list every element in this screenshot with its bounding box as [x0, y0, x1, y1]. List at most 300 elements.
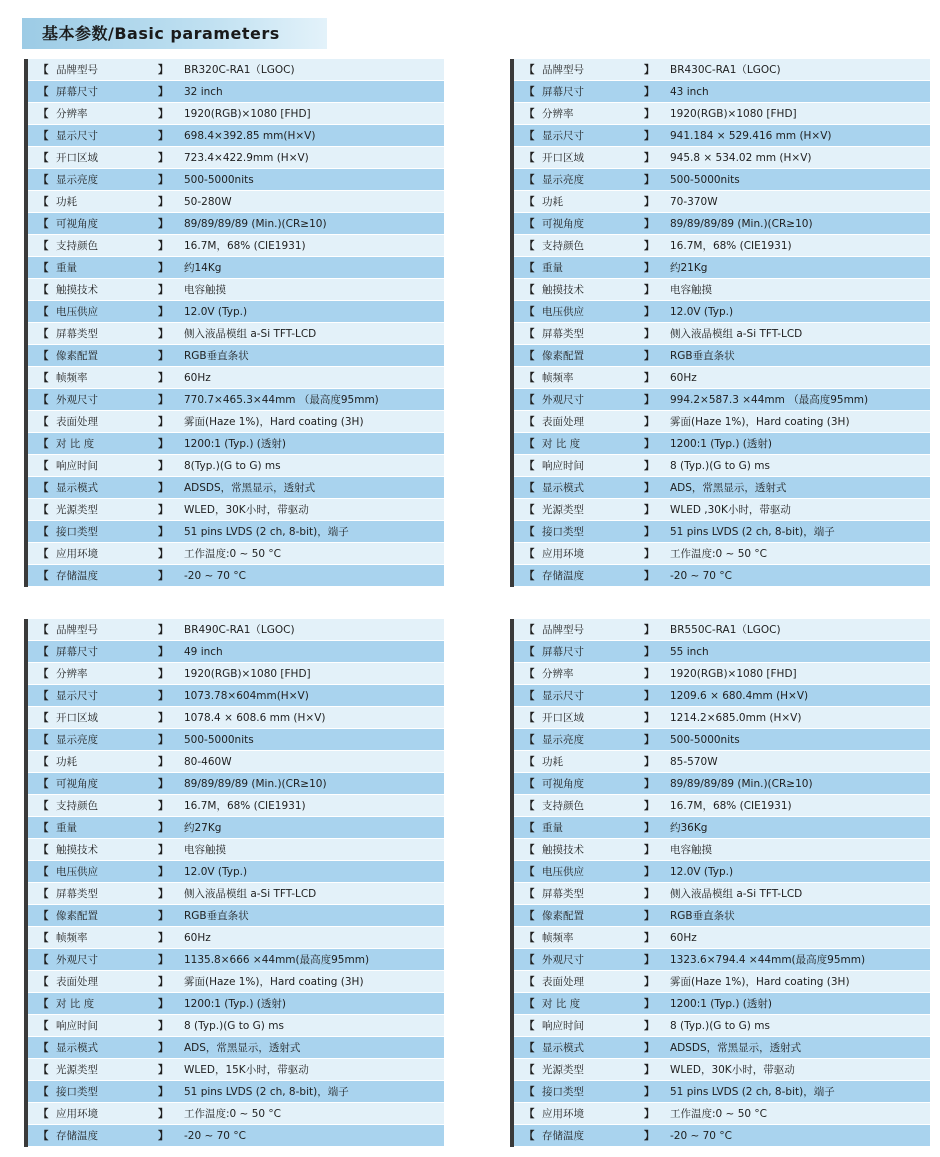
row-label: 存储温度: [542, 570, 584, 582]
bracket-open: 【: [38, 218, 49, 230]
bracket-close: 】: [158, 196, 169, 208]
bracket-open: 【: [524, 1086, 535, 1098]
table-row: [514, 345, 930, 367]
table-row: [514, 279, 930, 301]
row-label: 显示尺寸: [56, 130, 98, 142]
table-row: [514, 1037, 930, 1059]
table-row: [28, 861, 444, 883]
bracket-close: 】: [158, 108, 169, 120]
row-label: 支持颜色: [542, 800, 584, 812]
bracket-open: 【: [38, 64, 49, 76]
row-label: 分辨率: [56, 108, 88, 120]
bracket-close: 】: [644, 866, 655, 878]
row-value: 侧入液晶模组 a-Si TFT-LCD: [184, 328, 317, 340]
bracket-open: 【: [524, 624, 535, 636]
bracket-open: 【: [524, 526, 535, 538]
bracket-close: 】: [158, 1108, 169, 1120]
row-label: 屏幕尺寸: [542, 86, 584, 98]
row-label: 光源类型: [542, 1064, 584, 1076]
row-value: 8(Typ.)(G to G) ms: [184, 460, 281, 472]
row-value: RGB垂直条状: [184, 910, 249, 922]
bracket-open: 【: [38, 1042, 49, 1054]
bracket-open: 【: [38, 460, 49, 472]
bracket-close: 】: [158, 328, 169, 340]
bracket-close: 】: [644, 822, 655, 834]
row-value: 8 (Typ.)(G to G) ms: [670, 1020, 770, 1032]
section-title: 基本参数/Basic parameters: [42, 24, 280, 43]
table-row: [514, 795, 930, 817]
bracket-close: 】: [158, 284, 169, 296]
row-label: 触摸技术: [56, 284, 98, 296]
bracket-close: 】: [158, 218, 169, 230]
table-row: [514, 1081, 930, 1103]
bracket-close: 】: [644, 284, 655, 296]
bracket-close: 】: [644, 350, 655, 362]
table-row: [514, 949, 930, 971]
row-label: 显示模式: [542, 482, 584, 494]
table-row: [28, 817, 444, 839]
bracket-open: 【: [38, 756, 49, 768]
row-value: 945.8 × 534.02 mm (H×V): [670, 152, 812, 164]
row-label: 应用环境: [542, 548, 584, 560]
row-value: 500-5000nits: [184, 734, 254, 746]
row-label: 光源类型: [56, 504, 98, 516]
table-row: [28, 565, 444, 587]
bracket-close: 】: [158, 932, 169, 944]
table-row: [28, 367, 444, 389]
row-value: 51 pins LVDS (2 ch, 8-bit)，端子: [670, 1086, 835, 1098]
bracket-open: 【: [38, 778, 49, 790]
row-label: 帧频率: [56, 932, 88, 944]
bracket-close: 】: [644, 976, 655, 988]
row-label: 应用环境: [56, 548, 98, 560]
table-row: [28, 1059, 444, 1081]
row-value: 1920(RGB)×1080 [FHD]: [670, 668, 797, 680]
row-label: 支持颜色: [56, 240, 98, 252]
table-row: [28, 707, 444, 729]
row-value: WLED，15K小时，带驱动: [184, 1064, 309, 1076]
bracket-close: 】: [158, 482, 169, 494]
table-row: [28, 949, 444, 971]
row-value: 1200:1 (Typ.) (透射): [670, 998, 772, 1010]
bracket-close: 】: [644, 1064, 655, 1076]
table-row: [28, 433, 444, 455]
table-row: [514, 521, 930, 543]
row-value: 工作温度:0 ~ 50 °C: [184, 548, 281, 560]
table-row: [28, 59, 444, 81]
table-row: [28, 543, 444, 565]
bracket-close: 】: [158, 668, 169, 680]
row-label: 重量: [56, 262, 77, 274]
row-label: 响应时间: [56, 460, 98, 472]
row-label: 显示亮度: [542, 734, 584, 746]
row-value: 723.4×422.9mm (H×V): [184, 152, 309, 164]
bracket-open: 【: [524, 108, 535, 120]
bracket-open: 【: [524, 822, 535, 834]
bracket-close: 】: [644, 504, 655, 516]
table-row: [514, 389, 930, 411]
bracket-open: 【: [524, 1042, 535, 1054]
bracket-open: 【: [38, 328, 49, 340]
row-value: 500-5000nits: [670, 734, 740, 746]
table-row: [514, 81, 930, 103]
bracket-open: 【: [38, 800, 49, 812]
table-row: [28, 1037, 444, 1059]
table-row: [514, 367, 930, 389]
row-value: 85-570W: [670, 756, 718, 768]
row-value: BR320C-RA1（LGOC): [184, 64, 295, 76]
row-label: 可视角度: [542, 778, 584, 790]
table-row: [28, 619, 444, 641]
bracket-open: 【: [38, 932, 49, 944]
row-value: 约21Kg: [670, 262, 708, 274]
row-value: 70-370W: [670, 196, 718, 208]
table-row: [514, 323, 930, 345]
row-label: 对 比 度: [542, 438, 581, 450]
table-row: [514, 685, 930, 707]
bracket-open: 【: [38, 1020, 49, 1032]
bracket-open: 【: [38, 174, 49, 186]
bracket-close: 】: [158, 570, 169, 582]
bracket-open: 【: [38, 394, 49, 406]
bracket-open: 【: [38, 712, 49, 724]
bracket-open: 【: [524, 460, 535, 472]
table-row: [514, 1015, 930, 1037]
bracket-open: 【: [38, 646, 49, 658]
row-label: 可视角度: [56, 218, 98, 230]
bracket-open: 【: [524, 646, 535, 658]
bracket-close: 】: [644, 844, 655, 856]
table-row: [28, 729, 444, 751]
row-label: 开口区域: [542, 712, 584, 724]
bracket-open: 【: [524, 130, 535, 142]
bracket-open: 【: [38, 86, 49, 98]
bracket-close: 】: [644, 86, 655, 98]
row-label: 表面处理: [542, 976, 584, 988]
row-value: -20 ~ 70 °C: [670, 1130, 732, 1142]
bracket-close: 】: [158, 240, 169, 252]
row-label: 分辨率: [542, 108, 574, 120]
bracket-close: 】: [644, 306, 655, 318]
row-label: 显示亮度: [56, 734, 98, 746]
bracket-close: 】: [158, 1130, 169, 1142]
row-value: 500-5000nits: [184, 174, 254, 186]
bracket-close: 】: [644, 108, 655, 120]
table-row: [514, 729, 930, 751]
bracket-open: 【: [524, 1020, 535, 1032]
row-label: 触摸技术: [56, 844, 98, 856]
bracket-open: 【: [38, 844, 49, 856]
row-value: 1135.8×666 ×44mm(最高度95mm): [184, 954, 370, 966]
bracket-open: 【: [38, 734, 49, 746]
bracket-close: 】: [158, 526, 169, 538]
bracket-close: 】: [158, 262, 169, 274]
table-row: [28, 81, 444, 103]
bracket-open: 【: [524, 690, 535, 702]
row-label: 外观尺寸: [56, 954, 98, 966]
spec-table-br490c: [24, 619, 444, 1147]
row-label: 表面处理: [56, 976, 98, 988]
bracket-open: 【: [38, 624, 49, 636]
table-row: [28, 323, 444, 345]
row-label: 屏幕尺寸: [56, 86, 98, 98]
row-value: 1200:1 (Typ.) (透射): [184, 998, 286, 1010]
bracket-close: 】: [644, 152, 655, 164]
row-value: 16.7M，68% (CIE1931): [184, 800, 306, 812]
row-label: 对 比 度: [56, 438, 95, 450]
bracket-open: 【: [38, 284, 49, 296]
bracket-open: 【: [38, 438, 49, 450]
row-value: ADSDS，常黑显示，透射式: [670, 1042, 802, 1054]
row-label: 屏幕尺寸: [56, 646, 98, 658]
bracket-close: 】: [158, 372, 169, 384]
row-label: 分辨率: [542, 668, 574, 680]
table-row: [514, 455, 930, 477]
row-value: 500-5000nits: [670, 174, 740, 186]
bracket-open: 【: [524, 64, 535, 76]
bracket-open: 【: [524, 350, 535, 362]
row-value: ADSDS，常黑显示，透射式: [184, 482, 316, 494]
spec-table-br320c: [24, 59, 444, 587]
bracket-open: 【: [38, 526, 49, 538]
row-label: 可视角度: [542, 218, 584, 230]
bracket-open: 【: [38, 196, 49, 208]
bracket-close: 】: [158, 778, 169, 790]
table-row: [514, 751, 930, 773]
bracket-open: 【: [38, 910, 49, 922]
row-label: 光源类型: [542, 504, 584, 516]
row-value: 60Hz: [184, 932, 211, 944]
row-label: 电压供应: [542, 866, 584, 878]
bracket-close: 】: [158, 888, 169, 900]
row-value: 1920(RGB)×1080 [FHD]: [184, 108, 311, 120]
row-value: -20 ~ 70 °C: [184, 570, 246, 582]
bracket-close: 】: [644, 262, 655, 274]
bracket-open: 【: [524, 976, 535, 988]
table-row: [514, 861, 930, 883]
table-row: [28, 477, 444, 499]
row-value: 12.0V (Typ.): [670, 306, 734, 318]
bracket-close: 】: [158, 1064, 169, 1076]
row-value: 雾面(Haze 1%)，Hard coating (3H): [184, 416, 364, 428]
row-label: 屏幕类型: [542, 888, 584, 900]
row-value: 1073.78×604mm(H×V): [184, 690, 309, 702]
row-value: 1209.6 × 680.4mm (H×V): [670, 690, 809, 702]
bracket-open: 【: [524, 482, 535, 494]
row-value: 89/89/89/89 (Min.)(CR≥10): [184, 218, 327, 230]
row-label: 像素配置: [542, 910, 584, 922]
table-row: [514, 191, 930, 213]
row-label: 开口区域: [56, 712, 98, 724]
bracket-open: 【: [38, 350, 49, 362]
row-label: 触摸技术: [542, 284, 584, 296]
bracket-open: 【: [38, 240, 49, 252]
spec-table-br550c: [510, 619, 930, 1147]
row-label: 可视角度: [56, 778, 98, 790]
row-label: 重量: [542, 262, 563, 274]
bracket-close: 】: [158, 756, 169, 768]
bracket-close: 】: [158, 624, 169, 636]
bracket-open: 【: [38, 998, 49, 1010]
table-row: [28, 301, 444, 323]
bracket-close: 】: [158, 844, 169, 856]
bracket-close: 】: [158, 460, 169, 472]
table-row: [28, 751, 444, 773]
row-value: 51 pins LVDS (2 ch, 8-bit)，端子: [670, 526, 835, 538]
row-label: 支持颜色: [56, 800, 98, 812]
bracket-open: 【: [38, 130, 49, 142]
bracket-close: 】: [158, 866, 169, 878]
bracket-open: 【: [38, 954, 49, 966]
bracket-open: 【: [524, 284, 535, 296]
table-row: [28, 883, 444, 905]
bracket-close: 】: [644, 1020, 655, 1032]
table-row: [514, 773, 930, 795]
table-row: [28, 905, 444, 927]
row-value: 雾面(Haze 1%)，Hard coating (3H): [670, 416, 850, 428]
row-label: 重量: [542, 822, 563, 834]
bracket-close: 】: [158, 1042, 169, 1054]
table-row: [514, 477, 930, 499]
row-label: 功耗: [542, 196, 563, 208]
table-row: [514, 993, 930, 1015]
table-row: [28, 993, 444, 1015]
row-label: 显示尺寸: [542, 690, 584, 702]
table-row: [28, 103, 444, 125]
row-value: 12.0V (Typ.): [184, 306, 248, 318]
bracket-open: 【: [524, 504, 535, 516]
row-label: 像素配置: [56, 350, 98, 362]
row-label: 显示尺寸: [542, 130, 584, 142]
row-label: 像素配置: [542, 350, 584, 362]
table-row: [514, 125, 930, 147]
bracket-open: 【: [524, 438, 535, 450]
table-row: [514, 641, 930, 663]
table-row: [514, 169, 930, 191]
bracket-open: 【: [38, 548, 49, 560]
table-row: [28, 191, 444, 213]
bracket-open: 【: [38, 1108, 49, 1120]
row-label: 显示亮度: [542, 174, 584, 186]
bracket-close: 】: [644, 734, 655, 746]
table-row: [28, 411, 444, 433]
bracket-open: 【: [524, 416, 535, 428]
bracket-open: 【: [524, 910, 535, 922]
row-value: WLED，30K小时，带驱动: [184, 504, 309, 516]
table-row: [514, 565, 930, 587]
bracket-open: 【: [38, 152, 49, 164]
bracket-close: 】: [644, 570, 655, 582]
row-label: 对 比 度: [56, 998, 95, 1010]
table-row: [28, 685, 444, 707]
bracket-close: 】: [158, 1020, 169, 1032]
bracket-close: 】: [644, 1042, 655, 1054]
bracket-close: 】: [644, 174, 655, 186]
bracket-open: 【: [524, 328, 535, 340]
bracket-close: 】: [644, 800, 655, 812]
row-label: 应用环境: [542, 1108, 584, 1120]
bracket-close: 】: [644, 438, 655, 450]
bracket-open: 【: [38, 690, 49, 702]
table-row: [514, 301, 930, 323]
bracket-open: 【: [524, 1108, 535, 1120]
row-label: 帧频率: [56, 372, 88, 384]
table-row: [514, 411, 930, 433]
bracket-open: 【: [38, 262, 49, 274]
table-row: [514, 235, 930, 257]
row-value: 雾面(Haze 1%)，Hard coating (3H): [184, 976, 364, 988]
bracket-open: 【: [524, 152, 535, 164]
row-value: 侧入液晶模组 a-Si TFT-LCD: [670, 888, 803, 900]
table-row: [514, 543, 930, 565]
table-row: [514, 499, 930, 521]
bracket-close: 】: [158, 712, 169, 724]
bracket-open: 【: [38, 1064, 49, 1076]
table-row: [514, 905, 930, 927]
bracket-close: 】: [644, 778, 655, 790]
bracket-open: 【: [524, 756, 535, 768]
bracket-open: 【: [524, 86, 535, 98]
table-row: [28, 795, 444, 817]
bracket-close: 】: [158, 690, 169, 702]
bracket-open: 【: [524, 998, 535, 1010]
bracket-open: 【: [524, 570, 535, 582]
bracket-close: 】: [644, 932, 655, 944]
row-value: 770.7×465.3×44mm （最高度95mm): [184, 394, 379, 406]
table-row: [28, 257, 444, 279]
bracket-close: 】: [644, 998, 655, 1010]
bracket-open: 【: [524, 174, 535, 186]
bracket-close: 】: [158, 438, 169, 450]
table-row: [28, 455, 444, 477]
table-row: [514, 257, 930, 279]
bracket-open: 【: [524, 800, 535, 812]
bracket-open: 【: [524, 712, 535, 724]
bracket-close: 】: [158, 548, 169, 560]
table-row: [514, 663, 930, 685]
bracket-close: 】: [158, 1086, 169, 1098]
table-row: [28, 389, 444, 411]
bracket-open: 【: [524, 954, 535, 966]
row-label: 电压供应: [542, 306, 584, 318]
bracket-close: 】: [158, 976, 169, 988]
bracket-open: 【: [524, 734, 535, 746]
bracket-open: 【: [38, 888, 49, 900]
row-label: 电压供应: [56, 306, 98, 318]
row-label: 帧频率: [542, 372, 574, 384]
table-row: [514, 1103, 930, 1125]
bracket-close: 】: [158, 734, 169, 746]
row-label: 显示模式: [56, 1042, 98, 1054]
table-row: [28, 663, 444, 685]
table-row: [28, 1125, 444, 1147]
row-value: 电容触摸: [670, 284, 712, 296]
row-label: 存储温度: [56, 1130, 98, 1142]
row-value: BR490C-RA1（LGOC): [184, 624, 295, 636]
row-label: 应用环境: [56, 1108, 98, 1120]
row-label: 存储温度: [56, 570, 98, 582]
bracket-open: 【: [524, 1130, 535, 1142]
row-value: 电容触摸: [184, 844, 226, 856]
bracket-open: 【: [38, 822, 49, 834]
table-row: [514, 971, 930, 993]
table-row: [514, 59, 930, 81]
row-label: 电压供应: [56, 866, 98, 878]
row-value: 工作温度:0 ~ 50 °C: [670, 548, 767, 560]
bracket-open: 【: [38, 416, 49, 428]
row-value: 1200:1 (Typ.) (透射): [184, 438, 286, 450]
row-value: ADS，常黑显示，透射式: [184, 1042, 301, 1054]
